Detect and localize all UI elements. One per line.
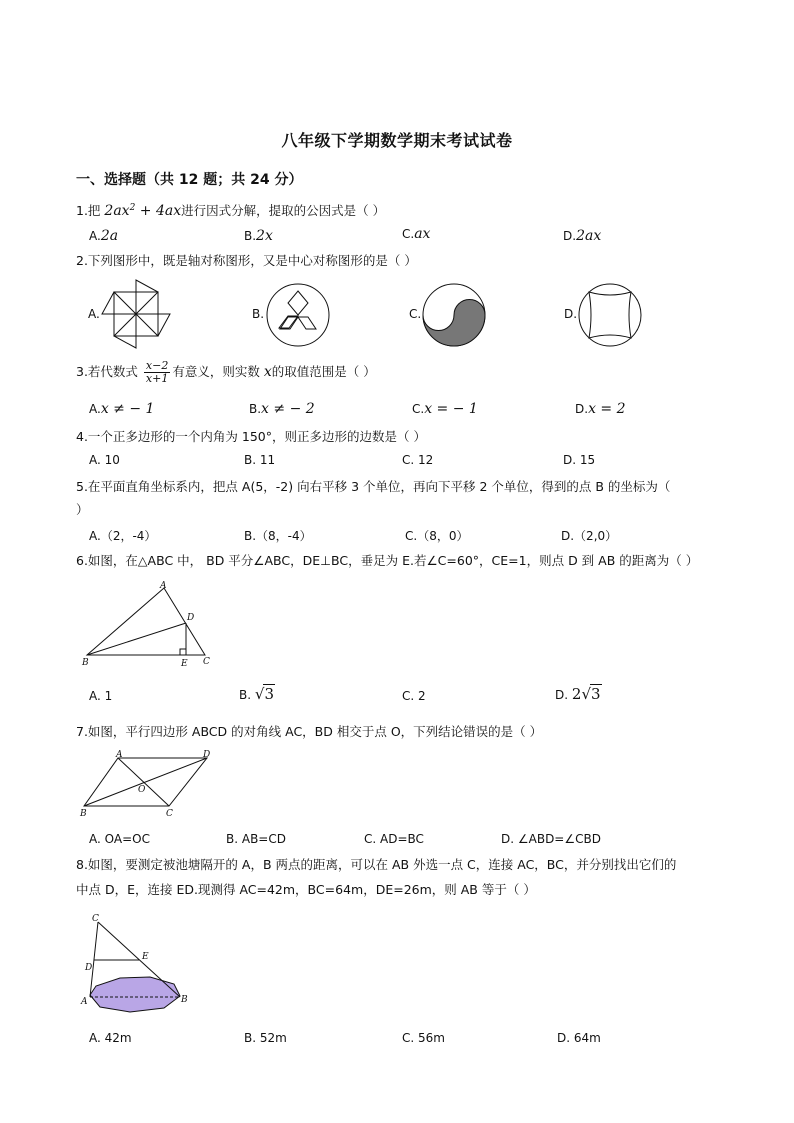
- q3-fraction: $\frac{x-2}{x+1}$: [145, 359, 169, 385]
- fig7-label-d: D: [203, 750, 211, 760]
- question-8-cont: 中点 D，E，连接 ED.现测得 AC=42m，BC=64m，DE=26m，则 AB 等于（ ）: [76, 882, 536, 897]
- q1-text: 进行因式分解，提取的公因式是（ ）: [181, 203, 386, 218]
- q7-option-a[interactable]: A. OA=OC: [89, 832, 150, 846]
- q2-option-d[interactable]: D.: [564, 307, 578, 321]
- question-4: 4.一个正多边形的一个内角为 150°，则正多边形的边数是（ ）: [76, 429, 426, 444]
- q2-option-c[interactable]: C.: [409, 307, 422, 321]
- q3-option-d[interactable]: D.x = 2: [575, 401, 626, 417]
- q1-expr-a: 2ax: [104, 203, 130, 219]
- q3-option-c[interactable]: C.x = − 1: [412, 401, 478, 417]
- q4-option-d[interactable]: D. 15: [563, 453, 596, 467]
- q1-option-d[interactable]: D.2ax: [563, 228, 602, 244]
- q2-option-a[interactable]: A.: [88, 307, 100, 321]
- q1-number: 1.把: [76, 203, 101, 218]
- fig7-label-c: C: [166, 809, 173, 819]
- pond-figure: [80, 912, 192, 1012]
- question-8: 8.如图，要测定被池塘隔开的 A，B 两点的距离，可以在 AB 外选一点 C，连接 AC，BC，并分别找出它们的: [76, 857, 677, 872]
- q8-option-c[interactable]: C. 56m: [402, 1031, 445, 1045]
- fig6-label-c: C: [203, 657, 210, 667]
- q8-option-b[interactable]: B. 52m: [244, 1031, 287, 1045]
- fig8-label-d: D: [85, 963, 93, 973]
- parallelogram-figure: [80, 750, 215, 820]
- question-2: 2.下列图形中，既是轴对称图形，又是中心对称图形的是（ ）: [76, 253, 417, 268]
- q5-option-c[interactable]: C.（8，0）: [405, 529, 469, 543]
- q3-option-b[interactable]: B.x ≠ − 2: [249, 401, 315, 417]
- q6-option-a[interactable]: A. 1: [89, 689, 113, 703]
- fig7-label-o: O: [138, 785, 146, 795]
- q4-option-a[interactable]: A. 10: [89, 453, 120, 467]
- q7-option-b[interactable]: B. AB=CD: [226, 832, 286, 846]
- page-title: 八年级下学期数学期末考试试卷: [281, 131, 513, 150]
- fig8-label-b: B: [181, 995, 188, 1005]
- question-5: 5.在平面直角坐标系内，把点 A(5，-2) 向右平移 3 个单位，再向下平移 2 个单位，得到的点 B 的坐标为（: [76, 479, 671, 494]
- q2-option-b[interactable]: B.: [252, 307, 265, 321]
- q4-option-b[interactable]: B. 11: [244, 453, 276, 467]
- q6-option-d[interactable]: D. 2√3: [555, 685, 601, 703]
- q5-option-d[interactable]: D.（2,0）: [561, 529, 618, 543]
- q7-option-c[interactable]: C. AD=BC: [364, 832, 424, 846]
- q5-option-b[interactable]: B.（8，-4）: [244, 529, 312, 543]
- q1-expr-b: + 4ax: [135, 203, 182, 219]
- q1-option-c[interactable]: C.ax: [402, 226, 431, 242]
- q6-option-c[interactable]: C. 2: [402, 689, 426, 703]
- section-heading: 一、选择题（共 12 题；共 24 分）: [76, 172, 303, 188]
- fig8-label-e: E: [142, 952, 149, 962]
- q4-option-c[interactable]: C. 12: [402, 453, 434, 467]
- q6-option-b[interactable]: B. √3: [239, 685, 274, 703]
- three-diamonds-figure: [266, 283, 330, 347]
- fig8-label-a: A: [81, 997, 88, 1007]
- question-7: 7.如图，平行四边形 ABCD 的对角线 AC，BD 相交于点 O，下列结论错误的是（ ）: [76, 724, 543, 739]
- fig6-label-a: A: [160, 581, 167, 591]
- question-3: 3.若代数式 $\frac{x-2}{x+1}$ 有意义，则实数 x的取值范围是（ ）: [76, 359, 376, 385]
- q8-option-a[interactable]: A. 42m: [89, 1031, 132, 1045]
- pinwheel-figure: [100, 278, 172, 350]
- q5-option-a[interactable]: A.（2，-4）: [89, 529, 157, 543]
- q8-option-d[interactable]: D. 64m: [557, 1031, 601, 1045]
- question-5-cont: ）: [76, 502, 89, 517]
- q7-option-d[interactable]: D. ∠ABD=∠CBD: [501, 832, 601, 846]
- triangle-abc-figure: [82, 580, 217, 670]
- fig8-label-c: C: [92, 914, 99, 924]
- q1-exponent: 2: [129, 202, 136, 213]
- square-in-circle-figure: [578, 283, 642, 347]
- yin-yang-figure: [422, 283, 486, 347]
- fig6-label-e: E: [181, 659, 188, 669]
- fig6-label-b: B: [82, 658, 89, 668]
- q1-option-a[interactable]: A.2a: [89, 228, 119, 244]
- q3-option-a[interactable]: A.x ≠ − 1: [89, 401, 155, 417]
- fig6-label-d: D: [187, 613, 195, 623]
- question-1: [76, 201, 385, 219]
- q1-option-b[interactable]: B.2x: [244, 228, 273, 244]
- fig7-label-b: B: [80, 809, 87, 819]
- question-6: 6.如图，在△ABC 中， BD 平分∠ABC，DE⊥BC，垂足为 E.若∠C=60°，CE=1，则点 D 到 AB 的距离为（ ）: [76, 553, 699, 568]
- fig7-label-a: A: [116, 750, 123, 760]
